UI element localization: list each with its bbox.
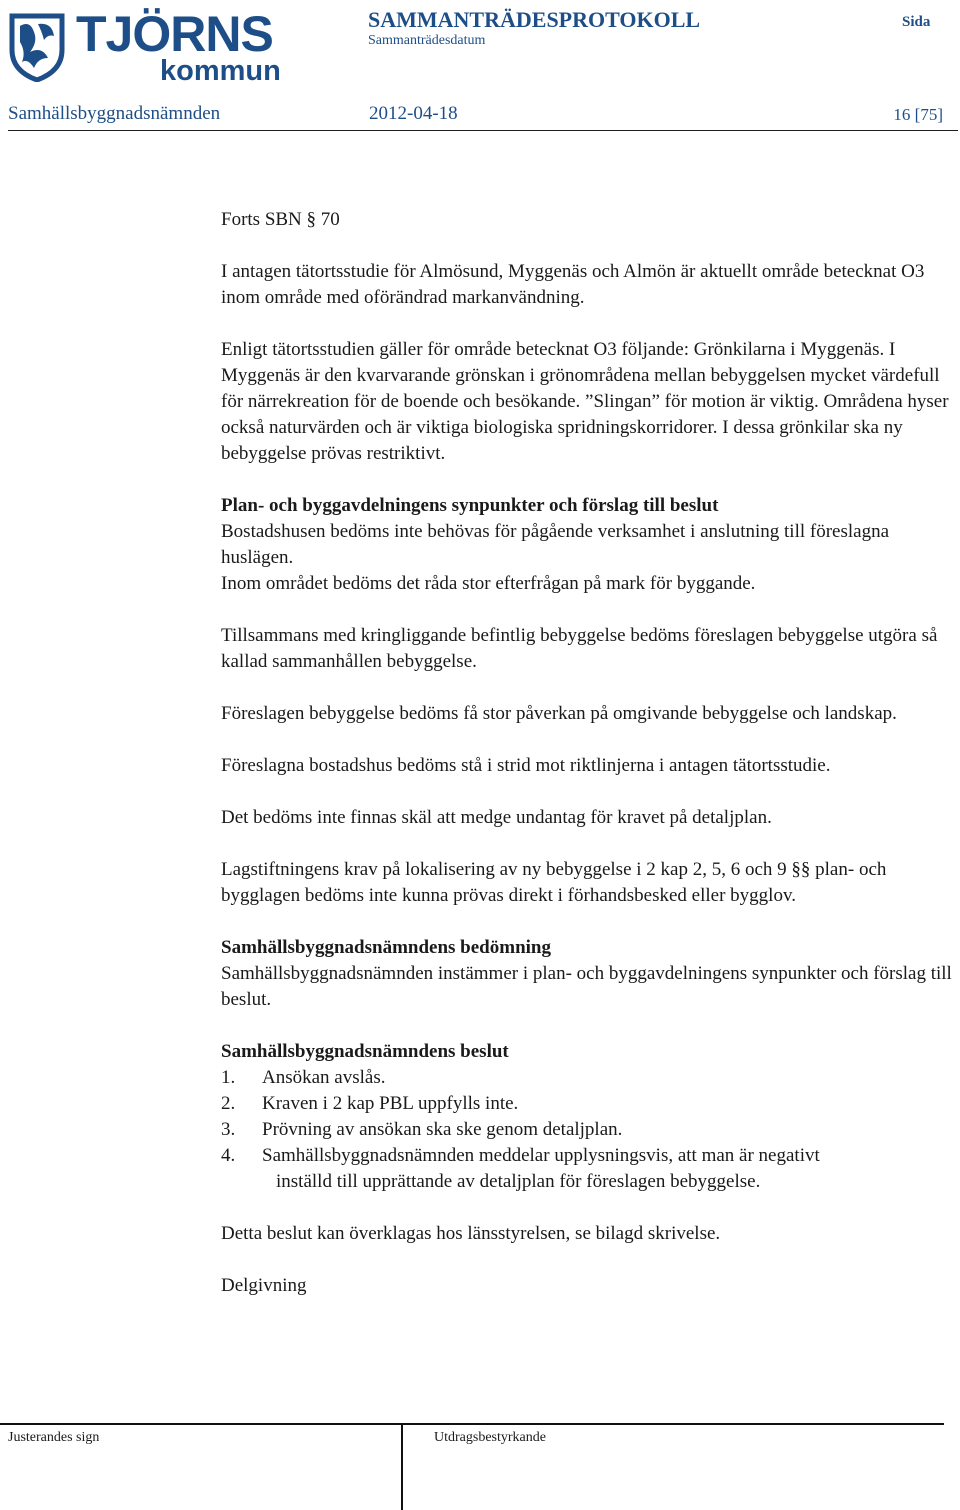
logo-name: TJÖRNS — [76, 6, 273, 62]
decision-list — [221, 1065, 956, 1195]
list-item — [221, 1117, 956, 1143]
list-text-continued: inställd till upprättande av detaljplan för föreslagen bebyggelse. — [276, 1171, 761, 1192]
committee-name: Samhällsbyggnadsnämnden — [8, 103, 221, 124]
page-label: Sida — [902, 14, 931, 30]
document-body — [221, 207, 956, 1299]
logo-sub: kommun — [160, 55, 281, 87]
list-text: Kraven i 2 kap PBL uppfylls inte. — [262, 1093, 519, 1114]
paragraph: I antagen tätortsstudie för Almösund, Myggenäs och Almön är aktuellt område betecknat O3 inom område med oförändrad markanvändning. — [221, 261, 925, 308]
extract-certification-label: Utdragsbestyrkande — [434, 1430, 546, 1445]
list-number: 3. — [221, 1119, 236, 1140]
list-text: Samhällsbyggnadsnämnden meddelar upplysningsvis, att man är negativt — [262, 1145, 820, 1166]
signature-label: Justerandes sign — [8, 1430, 100, 1445]
paragraph: Detta beslut kan överklagas hos länsstyrelsen, se bilagd skrivelse. — [221, 1223, 721, 1244]
paragraph: Enligt tätortsstudien gäller för område betecknat O3 följande: Grönkilarna i Myggenäs. I Myggenäs är den kvarvarande grönskan i grönområdena mellan bebyggelsen mycket värdefull för närrekreation för de boende och besökande. ”Slingan” för motion är viktig. Områdena hyser också naturvärden och är viktiga biologiska spridningskorridorer. I dessa grönkilar ska ny bebyggelse prövas restriktivt. — [221, 339, 949, 464]
paragraph: Det bedöms inte finnas skäl att medge undantag för kravet på detaljplan. — [221, 807, 772, 828]
paragraph: Samhällsbyggnadsnämnden instämmer i plan- och byggavdelningens synpunkter och förslag till beslut. — [221, 963, 952, 1010]
paragraph: Tillsammans med kringliggande befintlig bebyggelse bedöms föreslagen bebyggelse utgöra så kallad sammanhållen bebyggelse. — [221, 625, 938, 672]
list-item — [221, 1091, 956, 1117]
list-text: Prövning av ansökan ska ske genom detaljplan. — [262, 1119, 623, 1140]
page-number: 16 [75] — [893, 105, 943, 124]
section-heading: Samhällsbyggnadsnämndens bedömning — [221, 937, 551, 958]
paragraph: Delgivning — [221, 1275, 307, 1296]
paragraph: Föreslagna bostadshus bedöms stå i strid mot riktlinjerna i antagen tätortsstudie. — [221, 755, 831, 776]
footer-column-divider — [401, 1425, 403, 1510]
header-divider — [8, 130, 958, 131]
paragraph: Inom området bedöms det råda stor efterfrågan på mark för byggande. — [221, 573, 756, 594]
meeting-date: 2012-04-18 — [369, 103, 458, 124]
paragraph: Föreslagen bebyggelse bedöms få stor påverkan på omgivande bebyggelse och landskap. — [221, 703, 897, 724]
section-continuation: Forts SBN § 70 — [221, 209, 340, 230]
section-heading: Plan- och byggavdelningens synpunkter och förslag till beslut — [221, 495, 719, 516]
date-label: Sammanträdesdatum — [368, 33, 486, 48]
footer-divider — [0, 1423, 944, 1425]
list-item — [221, 1065, 956, 1091]
list-number: 2. — [221, 1093, 236, 1114]
list-item — [221, 1143, 956, 1195]
coat-of-arms-icon — [8, 12, 66, 82]
meta-row — [8, 103, 943, 129]
list-number: 1. — [221, 1067, 236, 1088]
document-title: SAMMANTRÄDESPROTOKOLL — [368, 7, 701, 32]
municipality-logo — [8, 6, 281, 87]
list-text: Ansökan avslås. — [262, 1067, 386, 1088]
paragraph: Lagstiftningens krav på lokalisering av ny bebyggelse i 2 kap 2, 5, 6 och 9 §§ plan- och bygglagen bedöms inte kunna prövas direkt i förhandsbesked eller bygglov. — [221, 859, 887, 906]
paragraph: Bostadshusen bedöms inte behövas för pågående verksamhet i anslutning till föreslagna huslägen. — [221, 521, 890, 568]
list-number: 4. — [221, 1145, 236, 1166]
section-heading: Samhällsbyggnadsnämndens beslut — [221, 1041, 509, 1062]
